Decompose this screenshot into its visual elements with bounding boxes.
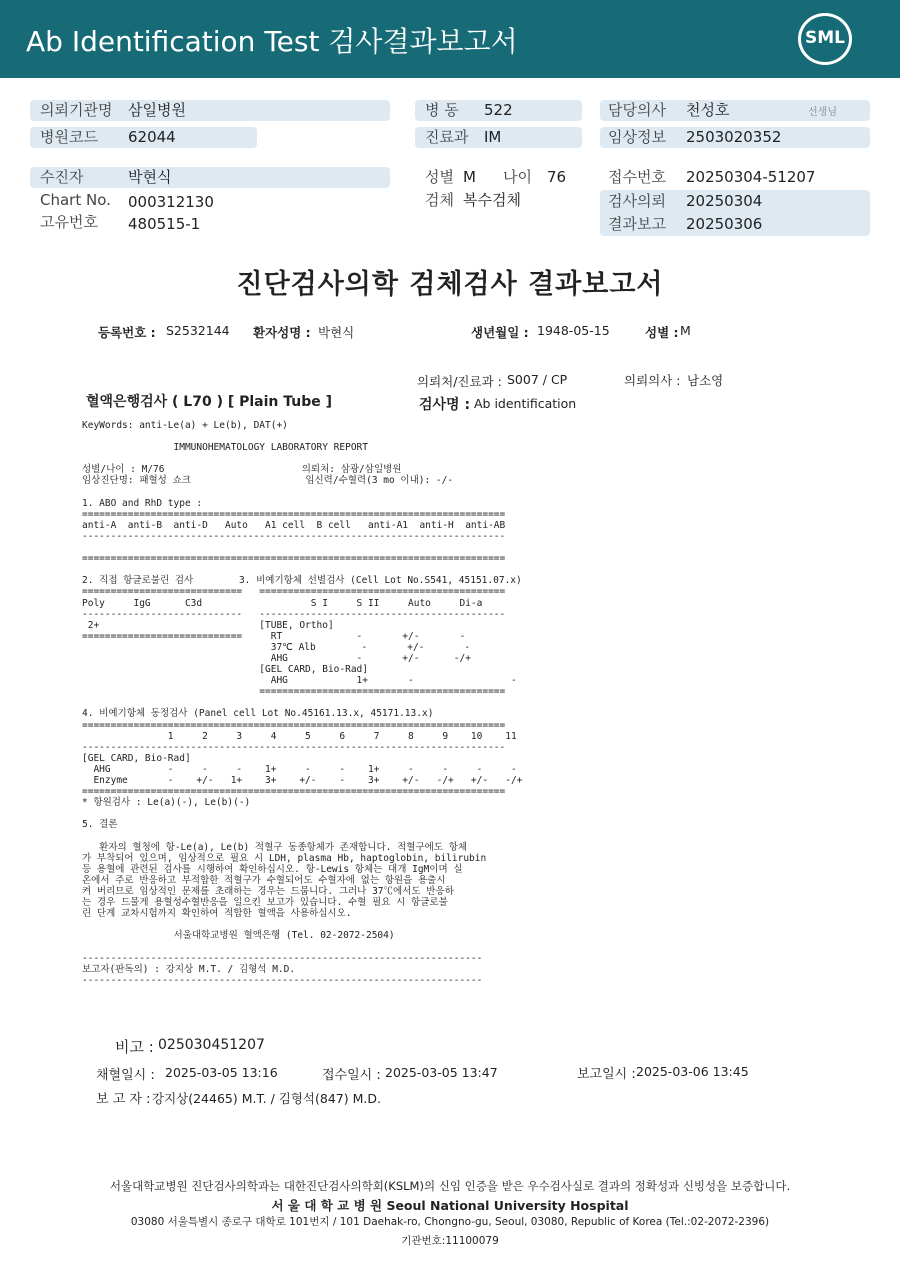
age-label: 나이 [503,168,532,186]
chart-value: 000312130 [128,193,214,211]
age-value: 76 [547,168,567,186]
test-label: 검사명 : [419,397,471,413]
report-date-value: 20250306 [686,215,763,233]
specimen-value: 복수검체 [463,191,521,209]
remark-value: 025030451207 [158,1037,265,1053]
sml-logo [798,13,852,65]
doc-sex-value: M [680,323,691,338]
dept-value: IM [484,128,502,146]
patient-value: 박현식 [128,168,172,186]
lab-report-text: KeyWords: anti-Le(a) + Le(b), DAT(+) IMMUNOHEMATOLOGY LABORATORY REPORT 성별/나이 : M/76 의뢰처: 삼광/삼일병원 임상진단명: 패혈성 쇼크 임신력/수혈력(3 mo 이내): -/- 1. ABO and RhD type : ========================================================================== anti-A anti-B anti-D Auto A1 cell B cell anti-A1 anti-H anti-AB -------------------------------------------------------------------------- ========================================================================== 2. 직접 항글로불린 검사 3. 비예기항체 선별검사 (Cell Lot No.S541, 45151.07.x) ============================ =========================================== Poly IgG C3d S I S II Auto Di-a ---------------------------- ------------------------------------------- 2+ [TUBE, Ortho] ============================ RT - +/- - 37℃ Alb - +/- - AHG - +/- -/+ [GEL CARD, Bio-Rad] AHG 1+ - - =========================================== 4. 비예기항체 동정검사 (Panel cell Lot No.45161.13.x, 45171.13.x) ========================================================================== 1 2 3 4 5 6 7 8 9 10 11 -------------------------------------------------------------------------- [GEL CARD, Bio-Rad] AHG - - - 1+ - - 1+ - - - - Enzyme - +/- 1+ 3+ +/- - 3+ +/- -/+ +/- -/+ ========================================================================== * 항원검사 : Le(a)(-), Le(b)(-) 5. 결론 환자의 혈청에 항-Le(a), Le(b) 적혈구 동종항체가 존재합니다. 적혈구에도 항체 가 부착되어 있으며, 임상적으로 필요 시 LDH, plasma Hb, haptoglobin, bilirubin 등 용혈에 관련된 검사를 시행하여 확인하십시오. 항-Lewis 항체는 대개 IgM이며 실 온에서 주로 반응하고 부적합한 적혈구가 수혈되어도 수혈자에 없는 항원을 용출시 켜 버리므로 임상적인 문제를 초래하는 경우는 드뭅니다. 그러나 37℃에서도 반응하 는 경우 드물게 용혈성수혈반응을 일으킨 보고가 있습니다. 수혈 필요 시 항글로불 린 단계 교차시험까지 확인하여 적합한 혈액을 사용하십시오. 서울대학교병원 혈액은행 (Tel. 02-2072-2504) ---------------------------------------------------------------------- 보고자(판독의) : 강지상 M.T. / 김형석 M.D. ---------------------------------------------------------------------- [82,420,523,986]
dob-value: 1948-05-15 [537,323,610,338]
recv-value: 2025-03-05 13:47 [385,1065,498,1080]
dept-label: 진료과 [425,128,469,146]
report-date-label: 결과보고 [608,215,666,233]
bar-patient [30,167,390,188]
receipt-label: 접수번호 [608,168,666,186]
test-group: 혈액은행검사 ( L70 ) [ Plain Tube ] [86,394,333,410]
draw-value: 2025-03-05 13:16 [165,1065,278,1080]
remark-label: 비고 : [115,1038,154,1056]
draw-label: 채혈일시 : [96,1068,155,1083]
dob-label: 생년월일 : [471,325,529,340]
uid-value: 480515-1 [128,215,201,233]
ward-label: 병 동 [425,101,459,119]
uid-label: 고유번호 [40,213,98,231]
reporter-label: 보 고 자 : [96,1092,151,1107]
doc-dept-value: S007 / CP [507,372,568,387]
name-value: 박현식 [318,325,355,340]
req-date-value: 20250304 [686,192,763,210]
hosp-code-label: 병원코드 [40,128,98,146]
doctor-value: 천성호 [686,101,730,119]
hosp-code-value: 62044 [128,128,176,146]
rep-value: 2025-03-06 13:45 [636,1064,749,1079]
clinical-value: 2503020352 [686,128,782,146]
name-label: 환자성명 : [253,325,311,340]
specimen-label: 검체 [425,191,454,209]
req-date-label: 검사의뢰 [608,192,666,210]
footer-hospital: 서 울 대 학 교 병 원 Seoul National University Hospital [271,1198,629,1213]
doc-sex-label: 성별 : [645,325,679,340]
receipt-value: 20250304-51207 [686,168,816,186]
doc-doc-value: 남소영 [687,373,724,388]
reg-label: 등록번호 : [98,325,156,340]
footer-address: 03080 서울특별시 종로구 대학로 101번지 / 101 Daehak-ro, Chongno-gu, Seoul, 03080, Republic of Korea (Tel.:02-2072-2396) [130,1216,770,1228]
logo-text: SML [805,28,845,48]
reg-value: S2532144 [166,323,230,338]
req-inst-value: 삼일병원 [128,101,186,119]
rep-label: 보고일시 : [577,1067,636,1082]
clinical-label: 임상정보 [608,128,666,146]
ward-value: 522 [484,101,513,119]
doc-title: 진단검사의학 검체검사 결과보고서 [236,269,664,300]
reporter-value: 강지상(24465) M.T. / 김형석(847) M.D. [152,1091,381,1106]
patient-label: 수진자 [40,168,84,186]
doc-dept-label: 의뢰처/진료과 : [417,374,502,389]
doctor-label: 담당의사 [608,101,666,119]
doctor-suffix: 선생님 [808,107,837,118]
req-inst-label: 의뢰기관명 [40,101,113,119]
sex-label: 성별 [425,168,454,186]
sex-value: M [463,168,476,186]
footer-certification: 서울대학교병원 진단검사의학과는 대한진단검사의학회(KSLM)의 신임 인증을 받은 우수검사실로 결과의 정확성과 신빙성을 보증합니다. [109,1179,791,1193]
page-title: Ab Identification Test 검사결과보고서 [26,25,518,58]
doc-doc-label: 의뢰의사 : [624,373,681,388]
chart-label: Chart No. [40,191,111,209]
test-value: Ab identification [474,396,577,411]
header-bar [0,0,900,78]
footer-institution-no: 기관번호:11100079 [401,1235,499,1247]
recv-label: 접수일시 : [322,1068,381,1083]
